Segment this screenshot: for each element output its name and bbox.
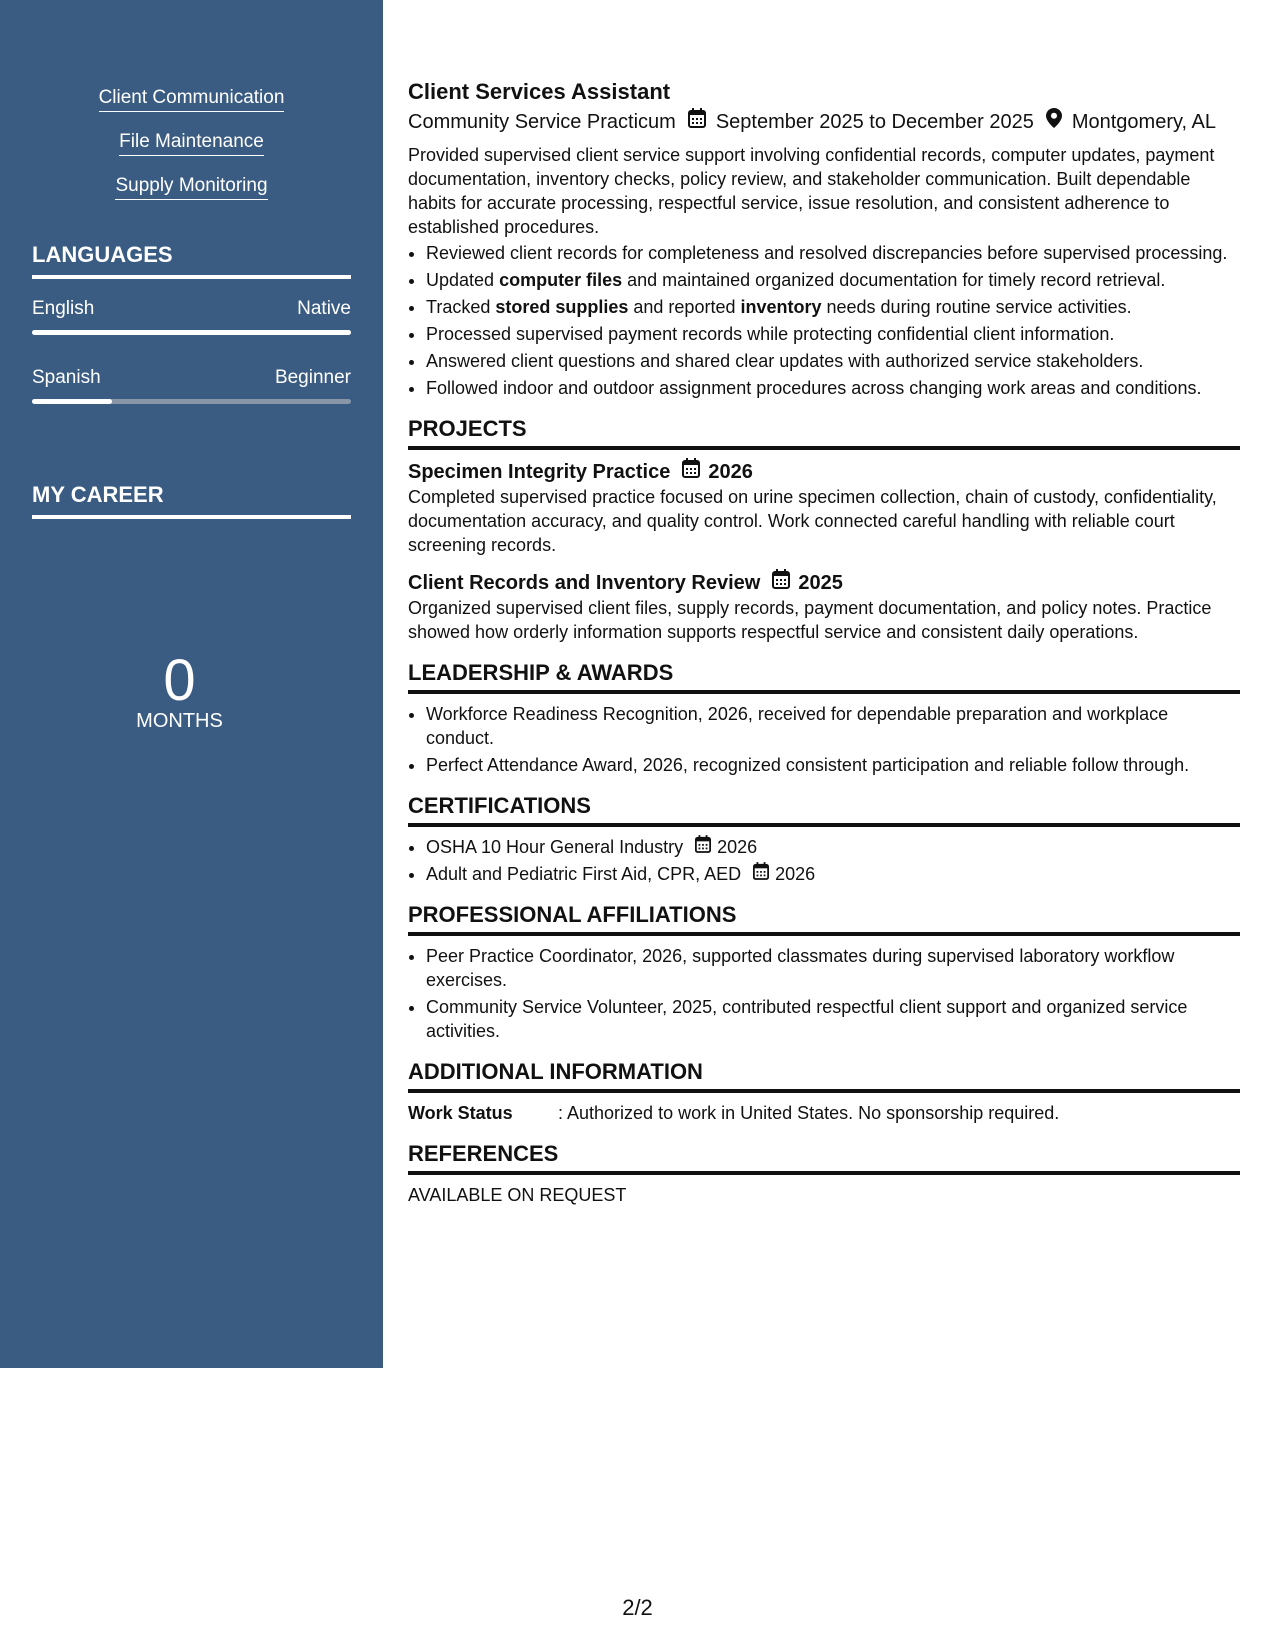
project-description: Organized supervised client files, supply records, payment documentation, and policy notes. Practice showed how orderly information supports respectful service and consistent daily operations. (408, 598, 1212, 642)
career-value: 0 (163, 648, 196, 713)
work-status-value: : Authorized to work in United States. No sponsorship required. (558, 1103, 1060, 1123)
calendar-icon (688, 108, 706, 135)
project-item (408, 458, 1240, 557)
project-item (408, 569, 1240, 644)
job-organization: Community Service Practicum (408, 110, 676, 133)
skill-item: Supply Monitoring (115, 174, 267, 200)
sidebar (0, 0, 383, 1368)
work-status-row (408, 1101, 1240, 1125)
list-item: • Community Service Volunteer, 2025, contributed respectful client support and organized service activities. (426, 995, 1240, 1043)
language-name: Spanish (32, 367, 101, 388)
calendar-icon (682, 458, 700, 485)
list-item: • Perfect Attendance Award, 2026, recognized consistent participation and reliable follow through. (426, 753, 1240, 777)
references-text: AVAILABLE ON REQUEST (408, 1185, 627, 1205)
list-item: • Workforce Readiness Recognition, 2026, received for dependable preparation and workplace conduct. (426, 702, 1240, 750)
job-location: Montgomery, AL (1071, 110, 1216, 133)
map-pin-icon (1046, 108, 1062, 135)
language-proficiency-fill (32, 330, 351, 335)
page-number: 2/2 (622, 1595, 653, 1620)
job-summary: Provided supervised client service support involving confidential records, computer updates, payment documentation, inventory checks, policy review, and stakeholder communication. Built dependable habits for accurate processing, respectful service, issue resolution, and consistent adherence to established procedures. (408, 145, 1215, 237)
calendar-icon (772, 569, 790, 596)
list-item (426, 835, 1240, 859)
language-name: English (32, 298, 95, 319)
certifications-heading: CERTIFICATIONS (408, 793, 1240, 827)
language-proficiency-bar (32, 399, 351, 404)
language-proficiency-fill (32, 399, 112, 404)
project-year: 2025 (798, 571, 843, 594)
project-year: 2026 (708, 460, 753, 483)
career-unit: MONTHS (136, 710, 223, 732)
certifications-list (408, 835, 1240, 886)
additional-info-heading: ADDITIONAL INFORMATION (408, 1059, 1240, 1093)
projects-heading: PROJECTS (408, 416, 1240, 450)
project-title: Specimen Integrity Practice (408, 460, 671, 483)
job-meta (408, 108, 1240, 135)
calendar-icon (695, 835, 711, 859)
certification-year: 2026 (717, 837, 758, 857)
affiliations-heading: PROFESSIONAL AFFILIATIONS (408, 902, 1240, 936)
languages-heading: LANGUAGES (32, 242, 351, 279)
career-heading: MY CAREER (32, 482, 351, 519)
language-proficiency-bar (32, 330, 351, 335)
work-status-label: Work Status (408, 1103, 513, 1123)
calendar-icon (753, 862, 769, 886)
list-item: • Answered client questions and shared clear updates with authorized service stakeholders. (426, 349, 1240, 373)
language-level: Beginner (274, 367, 351, 388)
certification-name: • Adult and Pediatric First Aid, CPR, AED (426, 864, 742, 884)
language-level: Native (297, 298, 351, 319)
job-title: Client Services Assistant (408, 79, 671, 104)
skill-item: File Maintenance (119, 130, 264, 156)
affiliations-list (408, 944, 1240, 1043)
awards-list (408, 702, 1240, 777)
list-item: • Processed supervised payment records while protecting confidential client information. (426, 322, 1240, 346)
job-bullets (408, 241, 1240, 400)
list-item: • Followed indoor and outdoor assignment procedures across changing work areas and conditions. (426, 376, 1240, 400)
awards-heading: LEADERSHIP & AWARDS (408, 660, 1240, 694)
job-dates: September 2025 to December 2025 (715, 110, 1034, 133)
list-item: • Peer Practice Coordinator, 2026, supported classmates during supervised laboratory workflow exercises. (426, 944, 1240, 992)
skill-item: Client Communication (99, 86, 285, 112)
certification-name: • OSHA 10 Hour General Industry (426, 837, 684, 857)
certification-year: 2026 (775, 864, 816, 884)
language-english (32, 297, 351, 335)
references-heading: REFERENCES (408, 1141, 1240, 1175)
language-spanish (32, 366, 351, 404)
list-item: • Updated computer files and maintained organized documentation for timely record retrieval. (426, 268, 1240, 292)
project-title: Client Records and Inventory Review (408, 571, 761, 594)
project-description: Completed supervised practice focused on urine specimen collection, chain of custody, confidentiality, documentation accuracy, and quality control. Work connected careful handling with reliable court screening records. (408, 487, 1217, 555)
list-item: • Tracked stored supplies and reported inventory needs during routine service activities. (426, 295, 1240, 319)
list-item: • Reviewed client records for completeness and resolved discrepancies before supervised processing. (426, 241, 1240, 265)
main-content (408, 78, 1240, 1207)
list-item (426, 862, 1240, 886)
skills-list (32, 86, 351, 218)
